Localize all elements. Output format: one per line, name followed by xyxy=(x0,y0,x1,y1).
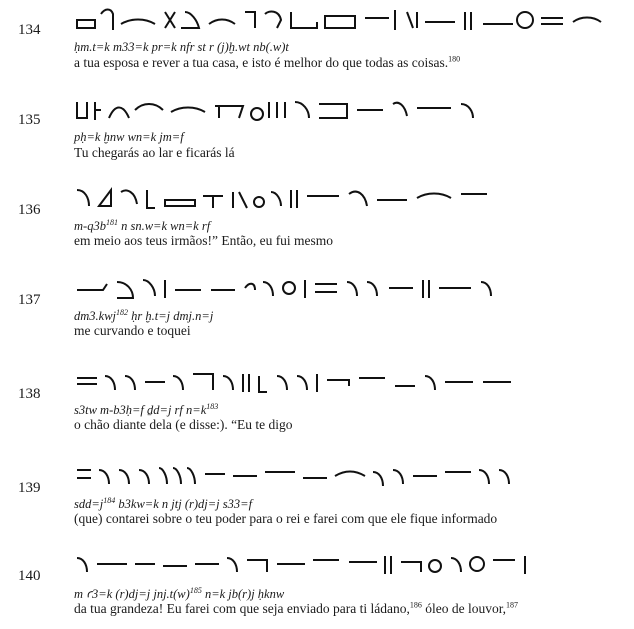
transliteration xyxy=(74,586,284,602)
hieroglyph-row xyxy=(72,94,624,124)
hieroglyph-row xyxy=(72,548,624,578)
footnote-marker: 181 xyxy=(105,217,118,227)
hieroglyph-row xyxy=(72,460,624,490)
transliteration-start: s3tw m-b3ḥ=f ḏd=j rf n=k xyxy=(74,403,207,417)
hieroglyph-row xyxy=(72,4,624,34)
translation xyxy=(74,323,191,339)
translation xyxy=(74,55,460,71)
translation-text: me curvando e toquei xyxy=(74,323,191,338)
transliteration-start: m ꜥ3=k (r)dj=j jnj.t(w) xyxy=(74,587,190,601)
line-number: 135 xyxy=(18,112,41,128)
line-number: 136 xyxy=(18,202,41,218)
hieroglyph-signs-icon xyxy=(72,366,624,396)
translation xyxy=(74,145,235,161)
line-number: 137 xyxy=(18,292,41,308)
translation-text: a tua esposa e rever a tua casa, e isto é melhor do que todas as coisas. xyxy=(74,55,449,70)
transliteration-end: ḥr ḫ.t=j dmj.n=j xyxy=(128,309,214,323)
footnote-marker: 186 xyxy=(409,600,422,610)
hieroglyph-signs-icon xyxy=(72,272,624,302)
hieroglyph-signs-icon xyxy=(72,460,624,490)
transliteration-end: n=k jb(r)j ḥknw xyxy=(201,587,285,601)
footnote-marker: 183 xyxy=(206,401,219,411)
line-number: 139 xyxy=(18,480,41,496)
footnote-marker: 184 xyxy=(103,495,116,505)
translation-text: da tua grandeza! Eu farei com que seja enviado para ti ládano, xyxy=(74,601,410,616)
transliteration-end: n sn.w=k wn=k rf xyxy=(117,219,211,233)
line-number: 140 xyxy=(18,568,41,584)
hieroglyph-row xyxy=(72,182,624,212)
transliteration-start: sdd=j xyxy=(74,497,104,511)
translation-text: Tu chegarás ao lar e ficarás lá xyxy=(74,145,235,160)
footnote-marker: 180 xyxy=(448,54,461,64)
footnote-marker: 185 xyxy=(189,585,202,595)
translation xyxy=(74,233,333,249)
hieroglyph-signs-icon xyxy=(72,4,624,34)
translation-text: (que) contarei sobre o teu poder para o rei e farei com que ele fique informado xyxy=(74,511,498,526)
transliteration: ḥm.t=k m33=k pr=k nfr st r (j)ḫ.wt nb(.w)t xyxy=(74,40,289,54)
hieroglyph-signs-icon xyxy=(72,548,624,578)
transliteration xyxy=(74,309,213,324)
transliteration-end: b3kw=k n jtj (r)dj=j s33=f xyxy=(115,497,253,511)
translation-text: o chão diante dela (e disse:). “Eu te digo xyxy=(74,417,293,432)
hieroglyph-row xyxy=(72,366,624,396)
transliteration: pḥ=k ḫnw wn=k jm=f xyxy=(74,130,184,144)
footnote-marker: 182 xyxy=(116,307,129,317)
footnote-marker: 187 xyxy=(506,600,519,610)
translation-text-end: óleo de louvor, xyxy=(421,601,507,616)
translation xyxy=(74,417,293,433)
transliteration xyxy=(74,403,218,418)
translation xyxy=(74,601,518,617)
transliteration-start: dm3.kwj xyxy=(74,309,117,323)
transliteration xyxy=(74,219,210,234)
hieroglyph-signs-icon xyxy=(72,94,624,124)
transliteration-start: m-q3b xyxy=(74,219,106,233)
hieroglyph-signs-icon xyxy=(72,182,624,212)
translation xyxy=(74,511,497,527)
transliteration xyxy=(74,497,252,512)
line-number: 138 xyxy=(18,386,41,402)
hieroglyph-row xyxy=(72,272,624,302)
translation-text: em meio aos teus irmãos!” Então, eu fui mesmo xyxy=(74,233,334,248)
line-number: 134 xyxy=(18,22,41,38)
